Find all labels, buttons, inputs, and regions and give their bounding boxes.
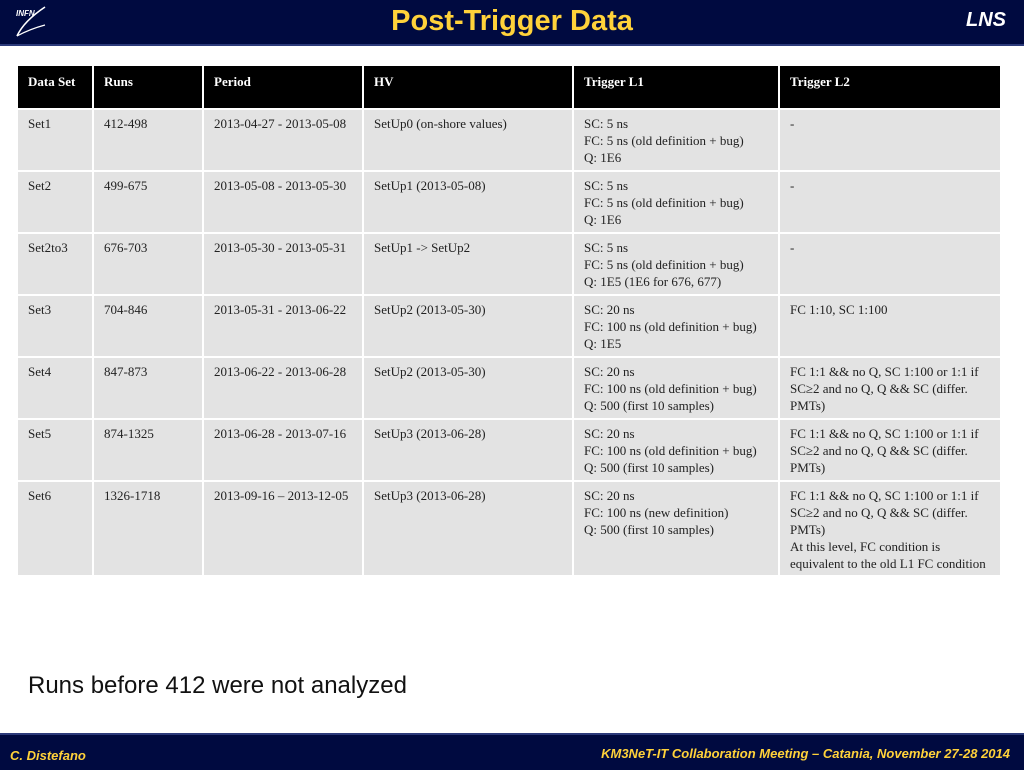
cell-data-set: Set2	[18, 172, 92, 232]
cell-trigger-l2	[780, 358, 1000, 418]
table-row	[18, 234, 1000, 294]
cell-line: Q: 1E5	[584, 336, 622, 351]
column-header-period: Period	[204, 66, 362, 108]
cell-line: FC 1:1 && no Q, SC 1:100 or 1:1 if SC≥2 and no Q, Q && SC (differ. PMTs)	[790, 364, 979, 413]
cell-period: 2013-05-30 - 2013-05-31	[204, 234, 362, 294]
table-row	[18, 358, 1000, 418]
cell-line: SC: 5 ns	[584, 240, 629, 255]
cell-line: FC: 100 ns (old definition + bug)	[584, 381, 757, 396]
header-bar	[0, 0, 1024, 46]
cell-data-set: Set1	[18, 110, 92, 170]
cell-period: 2013-05-31 - 2013-06-22	[204, 296, 362, 356]
table-row	[18, 296, 1000, 356]
cell-hv: SetUp1 (2013-05-08)	[364, 172, 572, 232]
footer-meeting: KM3NeT-IT Collaboration Meeting – Catania, November 27-28 2014	[601, 746, 1010, 761]
cell-runs: 847-873	[94, 358, 202, 418]
cell-hv: SetUp1 -> SetUp2	[364, 234, 572, 294]
cell-line: -	[790, 116, 795, 131]
post-trigger-table-container	[16, 64, 1000, 577]
page-title: Post-Trigger Data	[391, 5, 633, 37]
cell-period: 2013-06-22 - 2013-06-28	[204, 358, 362, 418]
cell-line: FC 1:10, SC 1:100	[790, 302, 888, 317]
cell-runs: 499-675	[94, 172, 202, 232]
cell-trigger-l2	[780, 234, 1000, 294]
cell-line: SC: 20 ns	[584, 302, 635, 317]
cell-period: 2013-09-16 – 2013-12-05	[204, 482, 362, 575]
cell-trigger-l2	[780, 296, 1000, 356]
cell-line: SC: 5 ns	[584, 178, 629, 193]
table-row	[18, 110, 1000, 170]
cell-trigger-l1	[574, 358, 778, 418]
cell-line: FC: 5 ns (old definition + bug)	[584, 133, 744, 148]
cell-line: -	[790, 240, 795, 255]
cell-trigger-l1	[574, 482, 778, 575]
cell-runs: 704-846	[94, 296, 202, 356]
column-header-data-set: Data Set	[18, 66, 92, 108]
cell-line: FC: 100 ns (new definition)	[584, 505, 729, 520]
cell-line: Q: 1E5 (1E6 for 676, 677)	[584, 274, 722, 289]
cell-period: 2013-06-28 - 2013-07-16	[204, 420, 362, 480]
cell-trigger-l1	[574, 296, 778, 356]
cell-hv: SetUp3 (2013-06-28)	[364, 482, 572, 575]
cell-line: SC: 20 ns	[584, 488, 635, 503]
footer-author: C. Distefano	[10, 748, 86, 763]
logo-text: INFN	[16, 9, 35, 18]
cell-runs: 676-703	[94, 234, 202, 294]
cell-trigger-l1	[574, 234, 778, 294]
cell-trigger-l2	[780, 110, 1000, 170]
cell-line: FC 1:1 && no Q, SC 1:100 or 1:1 if SC≥2 and no Q, Q && SC (differ. PMTs)	[790, 426, 979, 475]
cell-period: 2013-05-08 - 2013-05-30	[204, 172, 362, 232]
cell-line: FC: 5 ns (old definition + bug)	[584, 257, 744, 272]
lab-label: LNS	[966, 9, 1006, 31]
cell-trigger-l2	[780, 420, 1000, 480]
table-row	[18, 172, 1000, 232]
cell-line: FC: 100 ns (old definition + bug)	[584, 319, 757, 334]
cell-line: At this level, FC condition is equivalent to the old L1 FC condition	[790, 539, 986, 571]
cell-line: SC: 20 ns	[584, 364, 635, 379]
cell-runs: 1326-1718	[94, 482, 202, 575]
cell-line: SC: 20 ns	[584, 426, 635, 441]
cell-trigger-l1	[574, 420, 778, 480]
post-trigger-table	[16, 64, 1002, 577]
cell-line: -	[790, 178, 795, 193]
column-header-hv: HV	[364, 66, 572, 108]
cell-trigger-l1	[574, 110, 778, 170]
cell-hv: SetUp0 (on-shore values)	[364, 110, 572, 170]
cell-line: FC 1:1 && no Q, SC 1:100 or 1:1 if SC≥2 and no Q, Q && SC (differ. PMTs)	[790, 488, 979, 537]
column-header-trigger-l1: Trigger L1	[574, 66, 778, 108]
table-row	[18, 420, 1000, 480]
cell-data-set: Set3	[18, 296, 92, 356]
cell-line: FC: 5 ns (old definition + bug)	[584, 195, 744, 210]
cell-data-set: Set5	[18, 420, 92, 480]
cell-line: Q: 500 (first 10 samples)	[584, 460, 714, 475]
cell-period: 2013-04-27 - 2013-05-08	[204, 110, 362, 170]
cell-hv: SetUp3 (2013-06-28)	[364, 420, 572, 480]
table-row	[18, 482, 1000, 575]
column-header-runs: Runs	[94, 66, 202, 108]
cell-hv: SetUp2 (2013-05-30)	[364, 358, 572, 418]
analysis-note: Runs before 412 were not analyzed	[28, 672, 407, 699]
cell-runs: 874-1325	[94, 420, 202, 480]
cell-data-set: Set4	[18, 358, 92, 418]
column-header-trigger-l2: Trigger L2	[780, 66, 1000, 108]
cell-line: Q: 500 (first 10 samples)	[584, 522, 714, 537]
cell-runs: 412-498	[94, 110, 202, 170]
cell-data-set: Set2to3	[18, 234, 92, 294]
footer-bar	[0, 733, 1024, 770]
cell-hv: SetUp2 (2013-05-30)	[364, 296, 572, 356]
cell-line: SC: 5 ns	[584, 116, 629, 131]
cell-trigger-l2	[780, 172, 1000, 232]
cell-line: Q: 1E6	[584, 212, 622, 227]
table-header-row	[18, 66, 1000, 108]
cell-line: Q: 500 (first 10 samples)	[584, 398, 714, 413]
cell-trigger-l1	[574, 172, 778, 232]
cell-trigger-l2	[780, 482, 1000, 575]
cell-data-set: Set6	[18, 482, 92, 575]
cell-line: FC: 100 ns (old definition + bug)	[584, 443, 757, 458]
cell-line: Q: 1E6	[584, 150, 622, 165]
